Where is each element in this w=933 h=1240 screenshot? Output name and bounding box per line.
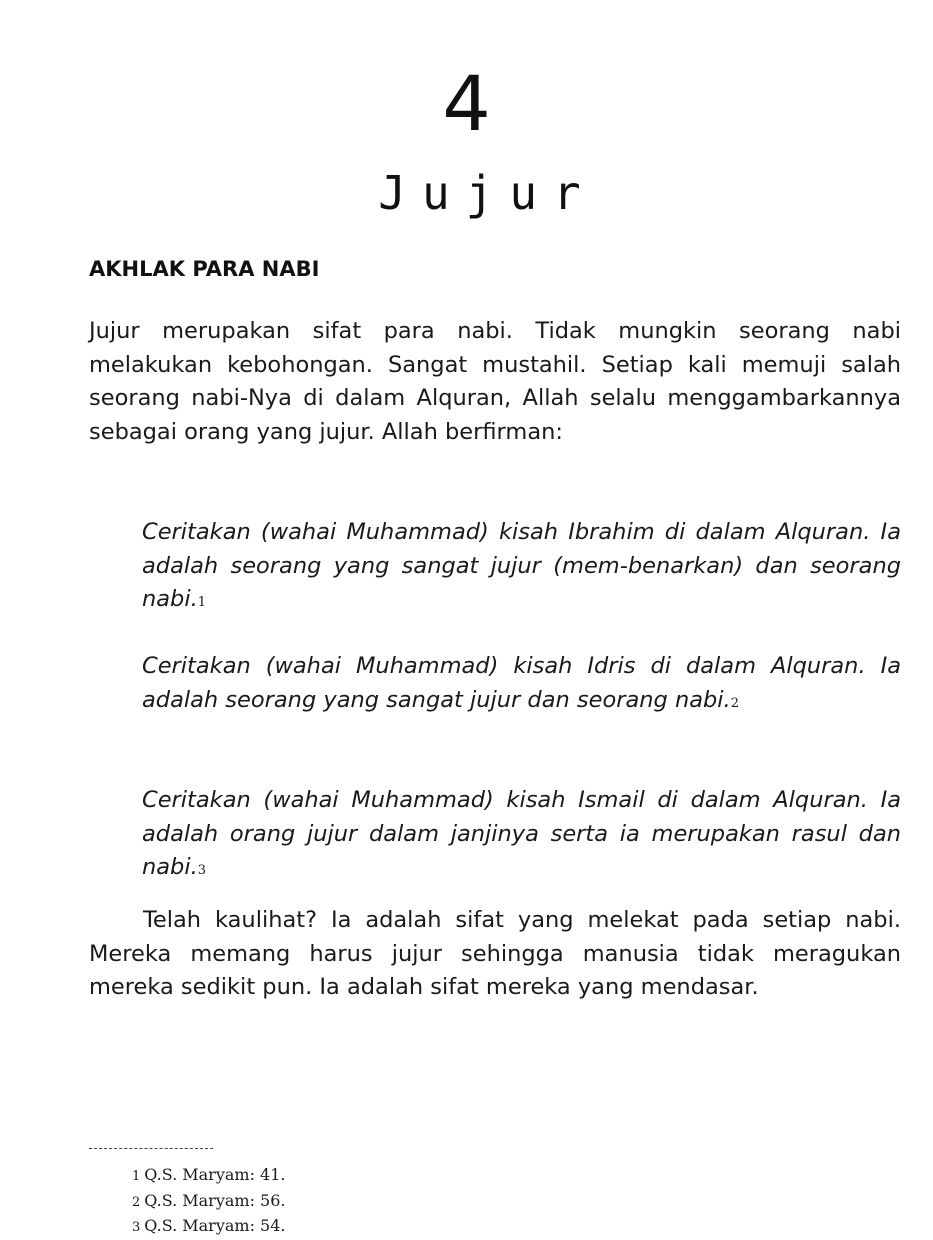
intro-paragraph: Jujur merupakan sifat para nabi. Tidak mungkin seorang nabi melakukan kebohongan. Sangat mustahil. Setiap kali memuji salah seorang nabi-Nya di dalam Alquran, Allah selalu menggambarkannya sebagai orang yang jujur. Allah berfirman: (89, 318, 901, 445)
quote-text: Ceritakan (wahai Muhammad) kisah Ismail di dalam Alquran. Ia adalah orang jujur dalam janjinya serta ia merupakan rasul dan nabi. (142, 787, 901, 881)
section-heading: AKHLAK PARA NABI (89, 257, 320, 281)
footnote-item (132, 1163, 286, 1189)
footnote-number: 2 (132, 1194, 141, 1210)
footnote-number: 3 (132, 1220, 141, 1235)
footnote-divider (89, 1148, 213, 1149)
footnote-text: Q.S. Maryam: 41. (144, 1165, 286, 1184)
quote-idris (142, 650, 901, 720)
footnote-reference[interactable]: 2 (730, 695, 739, 711)
chapter-title: Jujur (378, 166, 597, 220)
quote-ibrahim (142, 516, 901, 620)
quote-text: Ceritakan (wahai Muhammad) kisah Ibrahim di dalam Alquran. Ia adalah seorang yang sangat jujur (mem-benarkan) dan seorang nabi. (142, 519, 901, 613)
footnote-text: Q.S. Maryam: 54. (144, 1216, 286, 1235)
closing-paragraph: Telah kaulihat? Ia adalah sifat yang melekat pada setiap nabi. Mereka memang harus jujur sehingga manusia tidak meragukan mereka sedikit pun. Ia adalah sifat mereka yang mendasar. (89, 907, 901, 1001)
quote-text: Ceritakan (wahai Muhammad) kisah Idris di dalam Alquran. Ia adalah seorang yang sangat jujur dan seorang nabi. (142, 653, 901, 713)
quote-ismail (142, 784, 901, 888)
footnotes (132, 1163, 286, 1240)
footnote-text: Q.S. Maryam: 56. (144, 1190, 286, 1210)
footnote-number: 1 (132, 1169, 141, 1184)
footnote-item (132, 1189, 286, 1215)
footnote-reference[interactable]: 1 (197, 595, 207, 611)
chapter-number: 4 (442, 59, 491, 148)
footnote-reference[interactable]: 3 (197, 863, 207, 879)
